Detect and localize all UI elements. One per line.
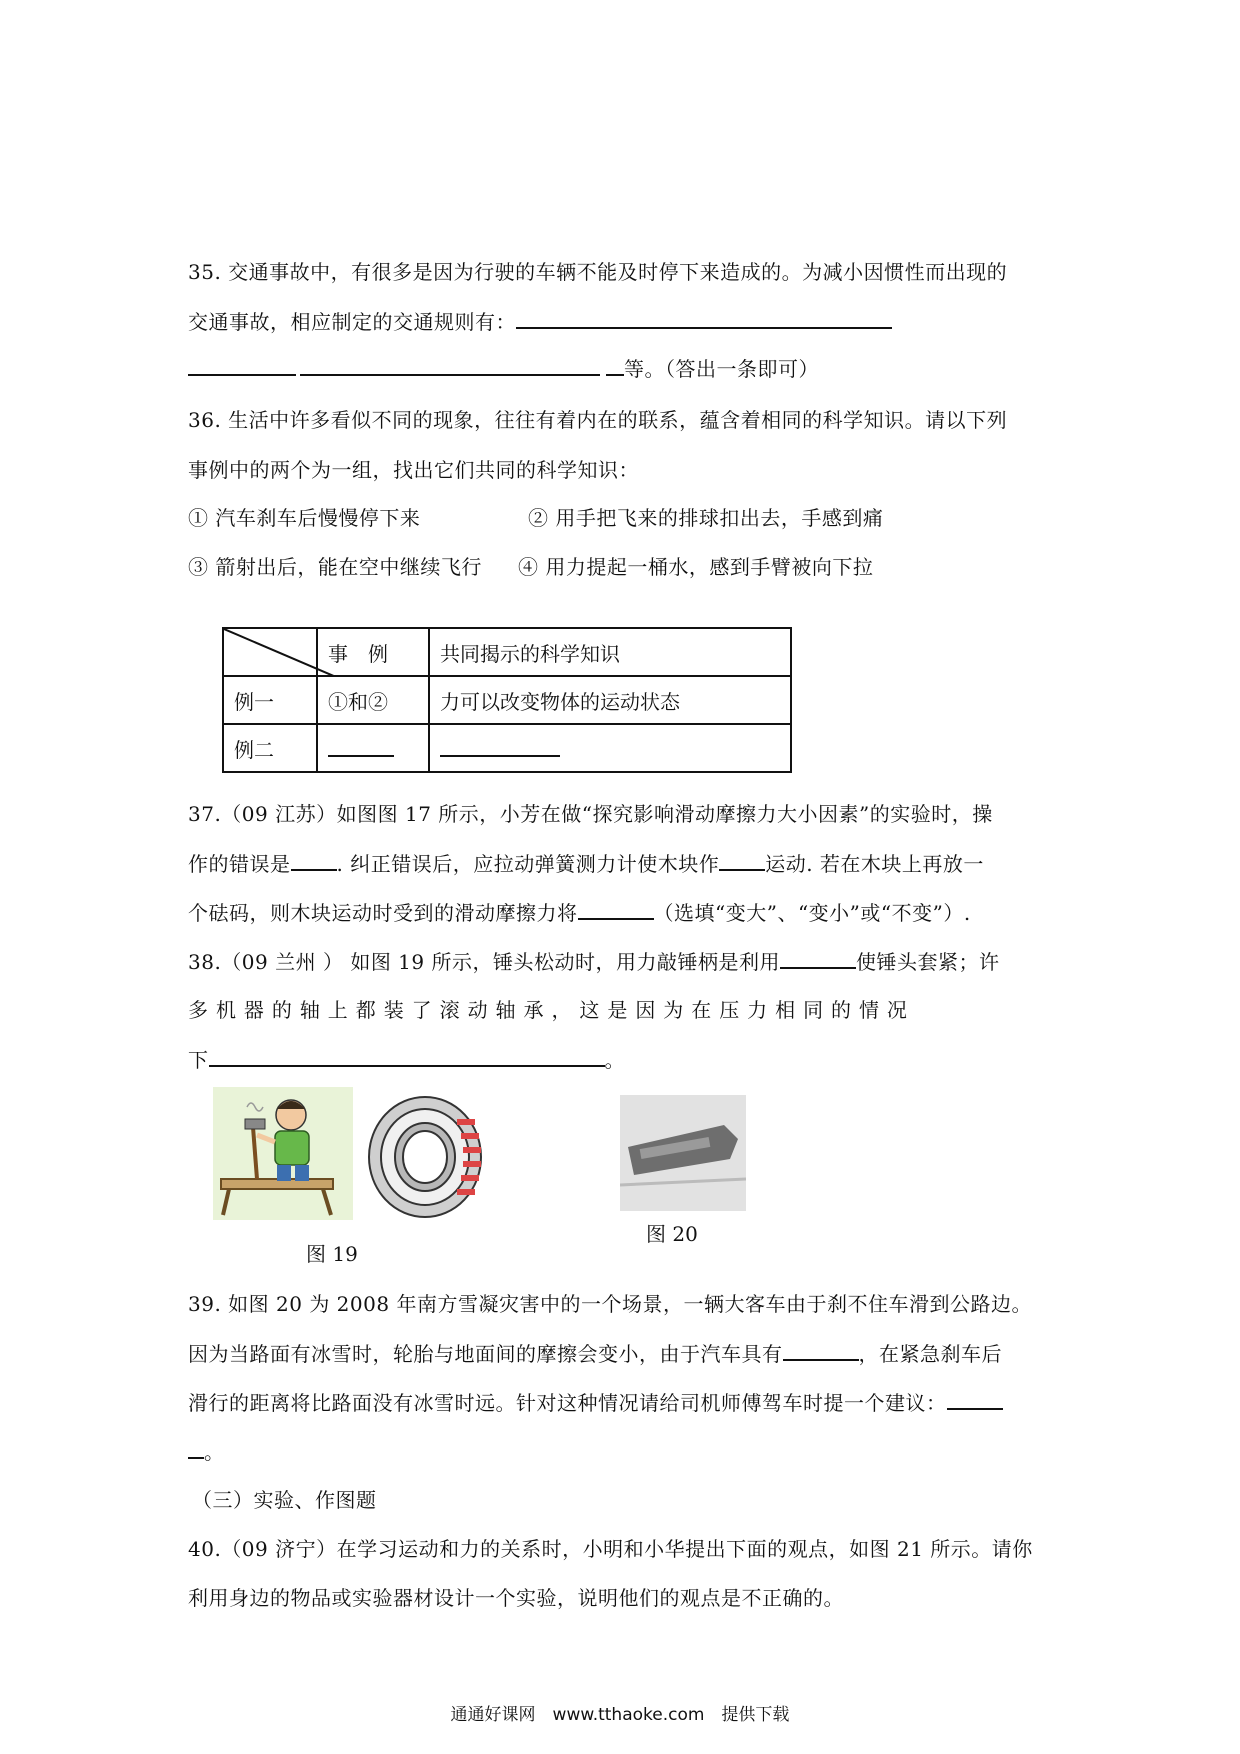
q36-line1: 36. 生活中许多看似不同的现象，往往有着内在的联系，蕴含着相同的科学知识。请以下列 [188,408,1008,432]
q35-line2-text: 交通事故，相应制定的交通规则有： [188,310,516,334]
q38-line2: 多 机 器 的 轴 上 都 装 了 滚 动 轴 承 ， 这 是 因 为 在 压 力 相 同 的 情 况 [188,998,908,1022]
q37-error-blank[interactable] [291,849,337,871]
fig20-bus-photo [620,1095,746,1211]
q38-line3-b: 。 [604,1048,625,1072]
q39-suggestion-blank-2[interactable] [188,1437,204,1459]
q39-line4 [188,1437,225,1466]
hammer-bench-icon [213,1087,353,1220]
q39-line3-text: 滑行的距离将比路面没有冰雪时远。针对这种情况请给司机师傅驾车时提一个建议： [188,1391,947,1415]
q37-line2-c: 运动. 若在木块上再放一 [765,852,984,876]
q39-line2-a: 因为当路面有冰雪时，轮胎与地面间的摩擦会变小，由于汽车具有 [188,1342,783,1366]
q35-line1: 35. 交通事故中，有很多是因为行驶的车辆不能及时停下来造成的。为减小因惯性而出现的 [188,260,1008,284]
q38-line3 [188,1045,625,1074]
page-footer: 通通好课网 www.tthaoke.com 提供下载 [450,1705,790,1725]
bus-accident-icon [620,1095,746,1211]
q36-answer-table [222,627,792,773]
q35-answer-blank[interactable] [516,307,892,329]
q37-line3 [188,898,971,927]
q39-inertia-blank[interactable] [783,1339,859,1361]
fig20-caption: 图 20 [646,1222,698,1246]
table-row2-example-blank[interactable] [328,735,394,757]
table-header-knowledge: 共同揭示的科学知识 [429,628,791,676]
table-row2-label: 例二 [223,724,317,772]
q36-item4: ④ 用力提起一桶水，感到手臂被向下拉 [518,555,874,579]
q37-line1: 37.（09 江苏）如图图 17 所示，小芳在做“探究影响滑动摩擦力大小因素”的实验时，操 [188,802,993,826]
table-row2-example-cell [317,724,429,772]
fig19-hammer-image [213,1087,353,1220]
q37-line2-b: . 纠正错误后，应拉动弹簧测力计使木块作 [336,852,720,876]
q38-line3-a: 下 [188,1048,209,1072]
table-row2-knowledge-blank[interactable] [440,735,560,757]
q36-item2: ② 用手把飞来的排球扣出去，手感到痛 [528,506,884,530]
q38-bearing-blank[interactable] [209,1045,605,1067]
q37-line2 [188,849,984,878]
q35-answer-blank-2c[interactable] [606,354,624,376]
q40-line1: 40.（09 济宁）在学习运动和力的关系时，小明和小华提出下面的观点，如图 21 所示。请你 [188,1537,1033,1561]
q37-motion-blank[interactable] [719,849,765,871]
table-row1-knowledge: 力可以改变物体的运动状态 [429,676,791,724]
q35-answer-blank-2b[interactable] [300,354,600,376]
q39-suggestion-blank[interactable] [947,1388,1003,1410]
section-3-heading: （三）实验、作图题 [192,1488,377,1512]
q35-line3-end: 等。（答出一条即可） [624,357,819,381]
q40-line2: 利用身边的物品或实验器材设计一个实验，说明他们的观点是不正确的。 [188,1586,844,1610]
q36-line2: 事例中的两个为一组，找出它们共同的科学知识： [188,458,639,482]
ball-bearing-icon [365,1095,485,1220]
q36-item1: ① 汽车刹车后慢慢停下来 [188,506,421,530]
q35-line2 [188,307,892,336]
table-row1-label: 例一 [223,676,317,724]
q38-line1-a: 38.（09 兰州 ） 如图 19 所示，锤头松动时，用力敲锤柄是利用 [188,950,780,974]
q37-friction-blank[interactable] [578,898,654,920]
q38-hammer-blank[interactable] [780,947,856,969]
q37-line3-a: 个砝码，则木块运动时受到的滑动摩擦力将 [188,901,578,925]
table-header-example: 事 例 [317,628,429,676]
table-row2-knowledge-cell [429,724,791,772]
q36-item3: ③ 箭射出后，能在空中继续飞行 [188,555,482,579]
q39-line4-text: 。 [204,1440,225,1464]
q39-line2 [188,1339,1002,1368]
q37-line2-a: 作的错误是 [188,852,291,876]
q39-line1: 39. 如图 20 为 2008 年南方雪凝灾害中的一个场景，一辆大客车由于刹不住车滑到公路边。 [188,1292,1032,1316]
fig19-bearing-image [365,1095,485,1220]
fig19-caption: 图 19 [306,1242,358,1266]
q35-answer-blank-2a[interactable] [188,354,296,376]
q37-line3-b: （选填“变大”、“变小”或“不变”）. [653,901,971,925]
q39-line3 [188,1388,1003,1417]
q35-line3 [188,354,819,383]
q38-line1 [188,947,1000,976]
diagonal-line-icon [224,629,336,677]
q39-line2-b: ，在紧急刹车后 [858,1342,1002,1366]
table-diagonal-header [223,628,317,676]
table-row1-example: ①和② [317,676,429,724]
q38-line1-b: 使锤头套紧；许 [856,950,1000,974]
